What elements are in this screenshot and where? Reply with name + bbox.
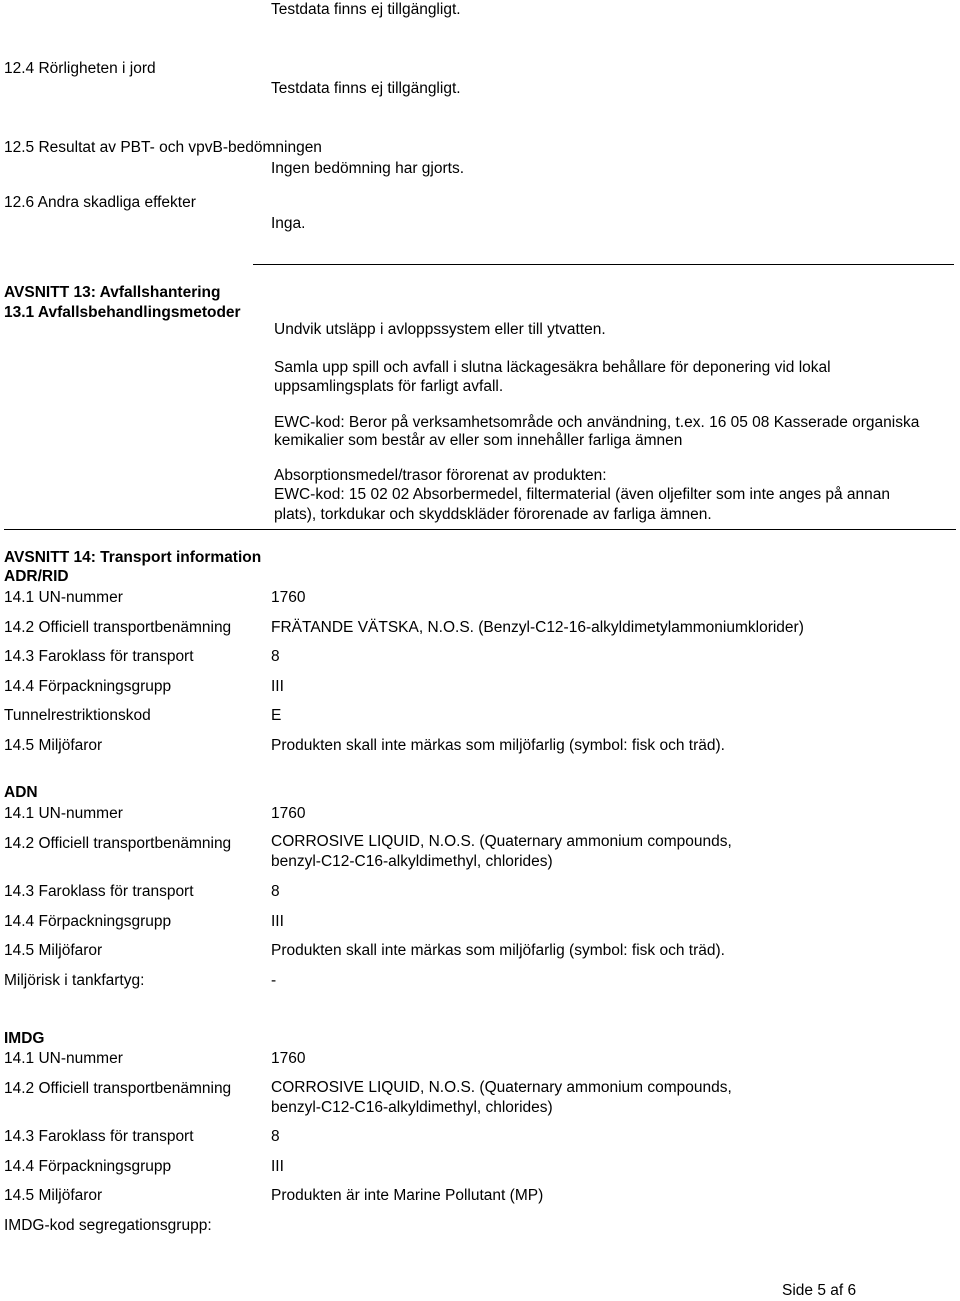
adn-name-value-line-1: CORROSIVE LIQUID, N.O.S. (Quaternary ammonium compounds, [271,833,732,850]
absorbent-paragraph-line-2: EWC-kod: 15 02 02 Absorbermedel, filtermaterial (även oljefilter som inte anges på annan [274,486,891,503]
imdg-name-label: 14.2 Officiell transportbenämning [4,1080,232,1097]
imdg-env-label: 14.5 Miljöfaror [4,1187,103,1204]
adn-un-value: 1760 [271,805,306,822]
adr-title: ADR/RID [4,568,69,585]
imdg-pack-value: III [271,1158,284,1175]
adn-tank-value: - [271,972,277,989]
adn-pack-label: 14.4 Förpackningsgrupp [4,913,172,930]
imdg-env-value: Produkten är inte Marine Pollutant (MP) [271,1187,544,1204]
imdg-name-value-line-2: benzyl-C12-C16-alkyldimethyl, chlorides) [271,1099,553,1116]
section-12-6-label: 12.6 Andra skadliga effekter [4,194,196,211]
imdg-name-value-line-1: CORROSIVE LIQUID, N.O.S. (Quaternary ammonium compounds, [271,1079,732,1096]
section-12-5-label: 12.5 Resultat av PBT- och vpvB-bedömningen [4,139,322,156]
imdg-class-label: 14.3 Faroklass för transport [4,1128,194,1145]
section-12-4-label: 12.4 Rörligheten i jord [4,60,156,77]
section-13-1-label: 13.1 Avfallsbehandlingsmetoder [4,304,241,321]
imdg-pack-label: 14.4 Förpackningsgrupp [4,1158,172,1175]
adn-class-label: 14.3 Faroklass för transport [4,883,194,900]
section-12-6-value: Inga. [271,215,306,232]
adr-tunnel-value: E [271,707,282,724]
adr-name-label: 14.2 Officiell transportbenämning [4,619,232,636]
absorbent-paragraph-line-1: Absorptionsmedel/trasor förorenat av produkten: [274,467,607,484]
imdg-class-value: 8 [271,1128,280,1145]
adn-env-label: 14.5 Miljöfaror [4,942,103,959]
adn-name-value-line-2: benzyl-C12-C16-alkyldimethyl, chlorides) [271,853,553,870]
disposal-paragraph-2-line-1: Samla upp spill och avfall i slutna läckagesäkra behållare för deponering vid lokal [274,359,831,376]
adn-un-label: 14.1 UN-nummer [4,805,123,822]
imdg-title: IMDG [4,1030,45,1047]
imdg-segregation-label: IMDG-kod segregationsgrupp: [4,1217,212,1234]
imdg-un-label: 14.1 UN-nummer [4,1050,123,1067]
adr-class-label: 14.3 Faroklass för transport [4,648,194,665]
adr-env-value: Produkten skall inte märkas som miljöfarlig (symbol: fisk och träd). [271,737,725,754]
testdata-text-top: Testdata finns ej tillgängligt. [271,1,461,18]
adn-class-value: 8 [271,883,280,900]
ewc-paragraph-line-2: kemikalier som består av eller som innehåller farliga ämnen [274,432,683,449]
adr-name-value: FRÄTANDE VÄTSKA, N.O.S. (Benzyl-C12-16-alkyldimetylammoniumklorider) [271,619,804,636]
section-12-4-value: Testdata finns ej tillgängligt. [271,80,461,97]
disposal-paragraph-1: Undvik utsläpp i avloppssystem eller till ytvatten. [274,321,606,338]
adn-env-value: Produkten skall inte märkas som miljöfarlig (symbol: fisk och träd). [271,942,725,959]
section-divider [253,264,954,265]
adr-tunnel-label: Tunnelrestriktionskod [4,707,151,724]
page-number: Side 5 af 6 [782,1282,857,1299]
section-13-heading: AVSNITT 13: Avfallshantering [4,284,221,301]
adr-un-label: 14.1 UN-nummer [4,589,123,606]
ewc-paragraph-line-1: EWC-kod: Beror på verksamhetsområde och användning, t.ex. 16 05 08 Kasserade organiska [274,414,920,431]
section-12-5-value: Ingen bedömning har gjorts. [271,160,465,177]
absorbent-paragraph-line-3: plats), torkdukar och skyddskläder förorenade av farliga ämnen. [274,506,712,523]
adr-env-label: 14.5 Miljöfaror [4,737,103,754]
section-14-heading: AVSNITT 14: Transport information [4,549,262,566]
section-divider [4,529,956,530]
imdg-un-value: 1760 [271,1050,306,1067]
disposal-paragraph-2-line-2: uppsamlingsplats för farligt avfall. [274,378,504,395]
adr-class-value: 8 [271,648,280,665]
adn-tank-label: Miljörisk i tankfartyg: [4,972,145,989]
adn-pack-value: III [271,913,284,930]
adn-title: ADN [4,784,38,801]
adr-un-value: 1760 [271,589,306,606]
adn-name-label: 14.2 Officiell transportbenämning [4,835,232,852]
adr-pack-label: 14.4 Förpackningsgrupp [4,678,172,695]
adr-pack-value: III [271,678,284,695]
